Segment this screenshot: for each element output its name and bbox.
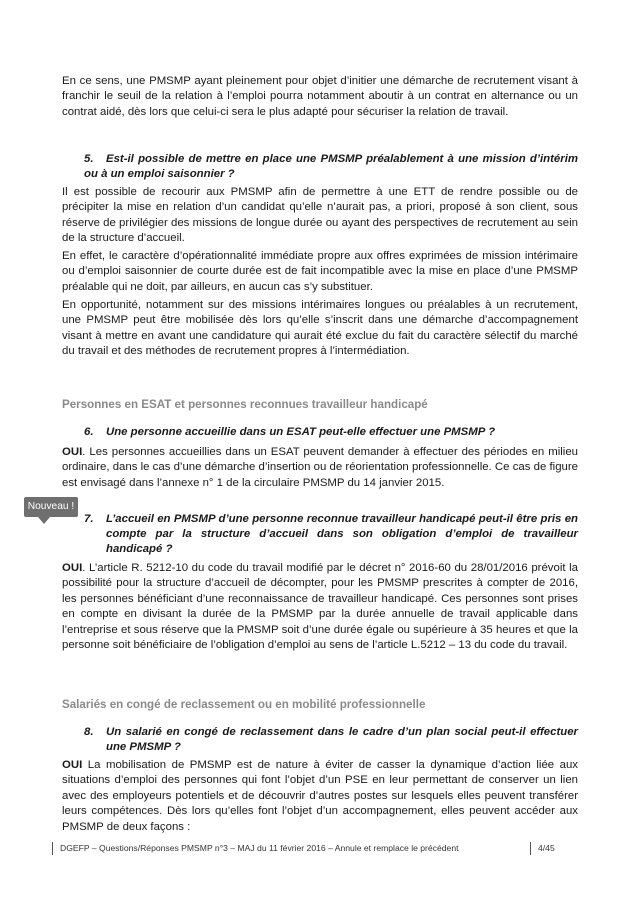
q5-paragraph-2: En effet, le caractère d’opérationnalité immédiate propre aux offres exprimées de mission intérimaire ou d’emploi saisonnier de courte durée est de fait incompatible avec la mise en place d’une PMSMP préalable qui ne doit, par ailleurs, en aucun cas s’y substituer. <box>62 250 578 293</box>
question-text: Un salarié en congé de reclassement dans le cadre d’un plan social peut-il effectuer une PMSMP ? <box>106 726 578 754</box>
question-7 <box>84 512 578 558</box>
q5-paragraph-3: En opportunité, notamment sur des missions intérimaires longues ou préalables à un recrutement, une PMSMP peut être mobilisée dès lors qu’elle s’inscrit dans une démarche d’accompagnement visant à mettre en avant une candidature qui aurait été exclue du fait du caractère sélectif du marché du travail et des méthodes de recrutement propres à l’intermédiation. <box>62 299 578 358</box>
answer-text: La mobilisation de PMSMP est de nature à éviter de casser la dynamique d’action liée aux situations d’emploi des personnes qui font l’objet d’un PSE en leur permettant de conserver un lien avec des employeurs potentiels et de découvrir d’autres postes sur lesquels elles peuvent transférer leurs compétences. Dès lors qu’elles font l’objet d’un accompagnement, elles peuvent accéder aux PMSMP de deux façons : <box>62 759 578 833</box>
answer-lead: OUI <box>62 562 83 574</box>
answer-text: . Les personnes accueillies dans un ESAT peuvent demander à effectuer des périodes en milieu ordinaire, dans le cas d’une démarche d’insertion ou de réorientation professionnelle. Ce cas de figure est envisagé dans l’annexe n° 1 de la circulaire PMSMP du 14 janvier 2015. <box>62 446 578 489</box>
q5-paragraph-1: Il est possible de recourir aux PMSMP afin de permettre à une ETT de rendre possible ou de précipiter la mise en relation d’un candidat qu’elle n’aurait pas, a priori, proposé à son client, sous réserve de privilégier des missions de longue durée ou ayant des perspectives de recrutement au sein de la structure d’accueil. <box>62 186 578 245</box>
answer-lead: OUI <box>62 446 83 458</box>
footer-divider-left <box>52 842 53 855</box>
question-number: 8. <box>84 726 94 738</box>
footer-text: DGEFP – Questions/Réponses PMSMP n°3 – MAJ du 11 février 2016 – Annule et remplace le précédent <box>60 843 459 853</box>
section-heading-reclassement: Salariés en congé de reclassement ou en mobilité professionnelle <box>62 698 426 711</box>
intro-paragraph: En ce sens, une PMSMP ayant pleinement pour objet d’initier une démarche de recrutement visant à franchir le seuil de la relation à l’emploi pourra notamment aboutir à un contrat en alternance ou un contrat aidé, dès lors que celui-ci sera le plus adapté pour sécuriser la relation de travail. <box>62 75 578 118</box>
question-8 <box>84 725 578 755</box>
question-6 <box>84 425 578 440</box>
question-5 <box>84 152 578 182</box>
question-text: Est-il possible de mettre en place une PMSMP préalablement à une mission d’intérim ou à un emploi saisonnier ? <box>84 153 578 181</box>
q8-answer <box>62 758 578 835</box>
q7-answer <box>62 561 578 653</box>
q6-answer <box>62 445 578 491</box>
badge-pointer <box>38 517 50 524</box>
question-text: L’accueil en PMSMP d’une personne reconnue travailleur handicapé peut-il être pris en compte par la structure d’accueil dans son obligation d’emploi de travailleur handicapé ? <box>106 513 578 556</box>
question-number: 7. <box>84 513 94 525</box>
question-number: 5. <box>84 153 94 165</box>
section-heading-esat: Personnes en ESAT et personnes reconnues travailleur handicapé <box>62 398 428 411</box>
footer-divider-right <box>530 842 531 855</box>
answer-text: . L’article R. 5212-10 du code du travail modifié par le décret n° 2016-60 du 28/01/2016 prévoit la possibilité pour la structure d’accueil de décompter, pour les PMSMP prescrites à compter de 2016, les personnes bénéficiant d’une reconnaissance de travailleur handicapé. Ces personnes sont prises en compte en divisant la durée de la PMSMP par la durée annuelle de travail applicable dans l’entreprise et sous réserve que la PMSMP soit d’une durée égale ou supérieure à 35 heures et que la personne soit bénéficiaire de l’obligation d’emploi au sens de l’article L.5212 – 13 du code du travail. <box>62 562 578 652</box>
page-number: 4/45 <box>538 843 555 853</box>
answer-lead: OUI <box>62 759 83 771</box>
new-badge: Nouveau ! <box>24 497 78 517</box>
question-text: Une personne accueillie dans un ESAT peut-elle effectuer une PMSMP ? <box>106 426 496 438</box>
question-number: 6. <box>84 426 94 438</box>
